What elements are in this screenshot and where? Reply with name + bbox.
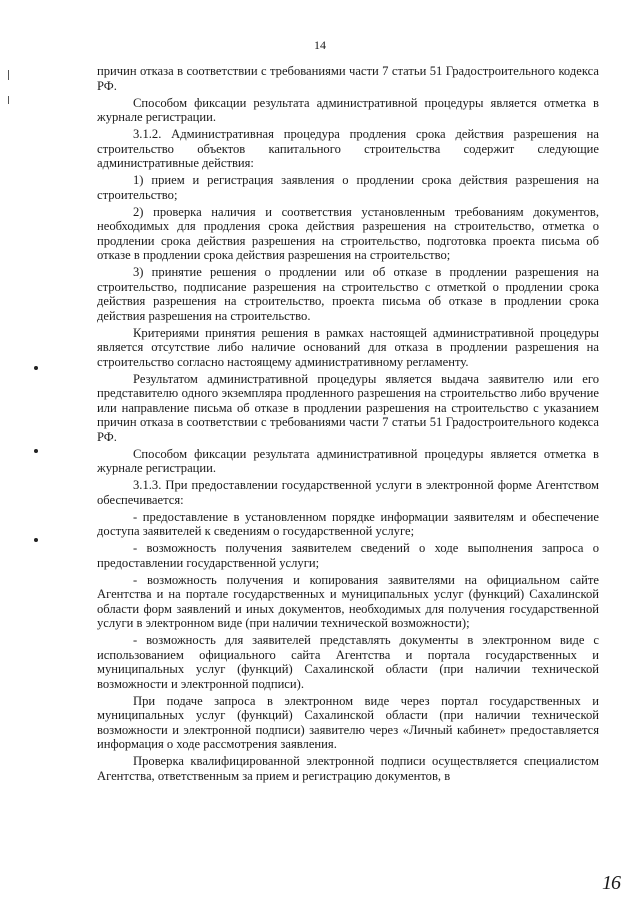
paragraph-6: 3) принятие решения о продлении или об отказе в продлении разрешения на строительство, подписание разрешения на строительство с отметкой о продлении срока действия разрешения на строительство, проекта письма об отказе в продлении срока действия разрешения на строительство.: [97, 265, 599, 323]
paragraph-9: Способом фиксации результата административной процедуры является отметка в журнале регистрации.: [97, 446, 599, 475]
scan-edge-mark: [8, 70, 9, 80]
page-number: 14: [314, 38, 326, 52]
paragraph-8: Результатом административной процедуры является выдача заявителю или его представителю одного экземпляра продленного разрешения на строительство либо вручение или направление письма об отказе в продлении разрешения на строительство с указанием причин отказа в соответствии с требованиями части 7 статьи 51 Градостроительного кодекса РФ.: [97, 371, 599, 444]
paragraph-15: При подаче запроса в электронном виде через портал государственных и муниципальных услуг (функций) Сахалинской области (при наличии технической возможности и электронной подписи) заявителю через «Личный кабинет» предоставляется информация о ходе рассмотрения заявления.: [97, 693, 599, 751]
binding-hole-mark: [34, 366, 38, 370]
paragraph-12: - возможность получения заявителем сведений о ходе выполнения запроса о предоставлении государственной услуги;: [97, 541, 599, 570]
paragraph-3: 3.1.2. Административная процедура продления срока действия разрешения на строительство объектов капитального строительства содержит следующие административные действия:: [97, 127, 599, 170]
paragraph-11: - предоставление в установленном порядке информации заявителям и обеспечение доступа заявителей к сведениям о государственной услуге;: [97, 509, 599, 538]
binding-hole-mark: [34, 538, 38, 542]
paragraph-5: 2) проверка наличия и соответствия установленным требованиям документов, необходимых для продления срока действия разрешения на строительство, отметка о продлении срока действия разрешения на строительство, подготовка проекта письма об отказе в продлении срока действия разрешения на строительство;: [97, 204, 599, 262]
paragraph-4: 1) прием и регистрация заявления о продлении срока действия разрешения на строительство;: [97, 173, 599, 202]
paragraph-16: Проверка квалифицированной электронной подписи осуществляется специалистом Агентства, ответственным за прием и регистрацию документов, в: [97, 754, 599, 783]
paragraph-2: Способом фиксации результата административной процедуры является отметка в журнале регистрации.: [97, 95, 599, 124]
paragraph-14: - возможность для заявителей представлять документы в электронном виде с использованием официального сайта Агентства и портала государственных и муниципальных услуг (функций) Сахалинской области (при наличии технической возможности и электронной подписи).: [97, 633, 599, 691]
paragraph-10: 3.1.3. При предоставлении государственной услуги в электронной форме Агентством обеспечивается:: [97, 478, 599, 507]
paragraph-13: - возможность получения и копирования заявителями на официальном сайте Агентства и на портале государственных и муниципальных услуг (функций) Сахалинской области форм заявлений и иных документов, необходимых для получения государственной услуги в электронном виде (при наличии технической возможности);: [97, 572, 599, 630]
binding-hole-mark: [34, 449, 38, 453]
paragraph-7: Критериями принятия решения в рамках настоящей административной процедуры является отсутствие либо наличие оснований для отказа в продлении разрешения на строительство согласно настоящему административному регламенту.: [97, 325, 599, 369]
scan-edge-mark: [8, 96, 9, 104]
handwritten-page-number: 16: [602, 872, 620, 894]
paragraph-1: причин отказа в соответствии с требованиями части 7 статьи 51 Градостроительного кодекса РФ.: [97, 64, 599, 93]
document-body: [97, 64, 599, 786]
